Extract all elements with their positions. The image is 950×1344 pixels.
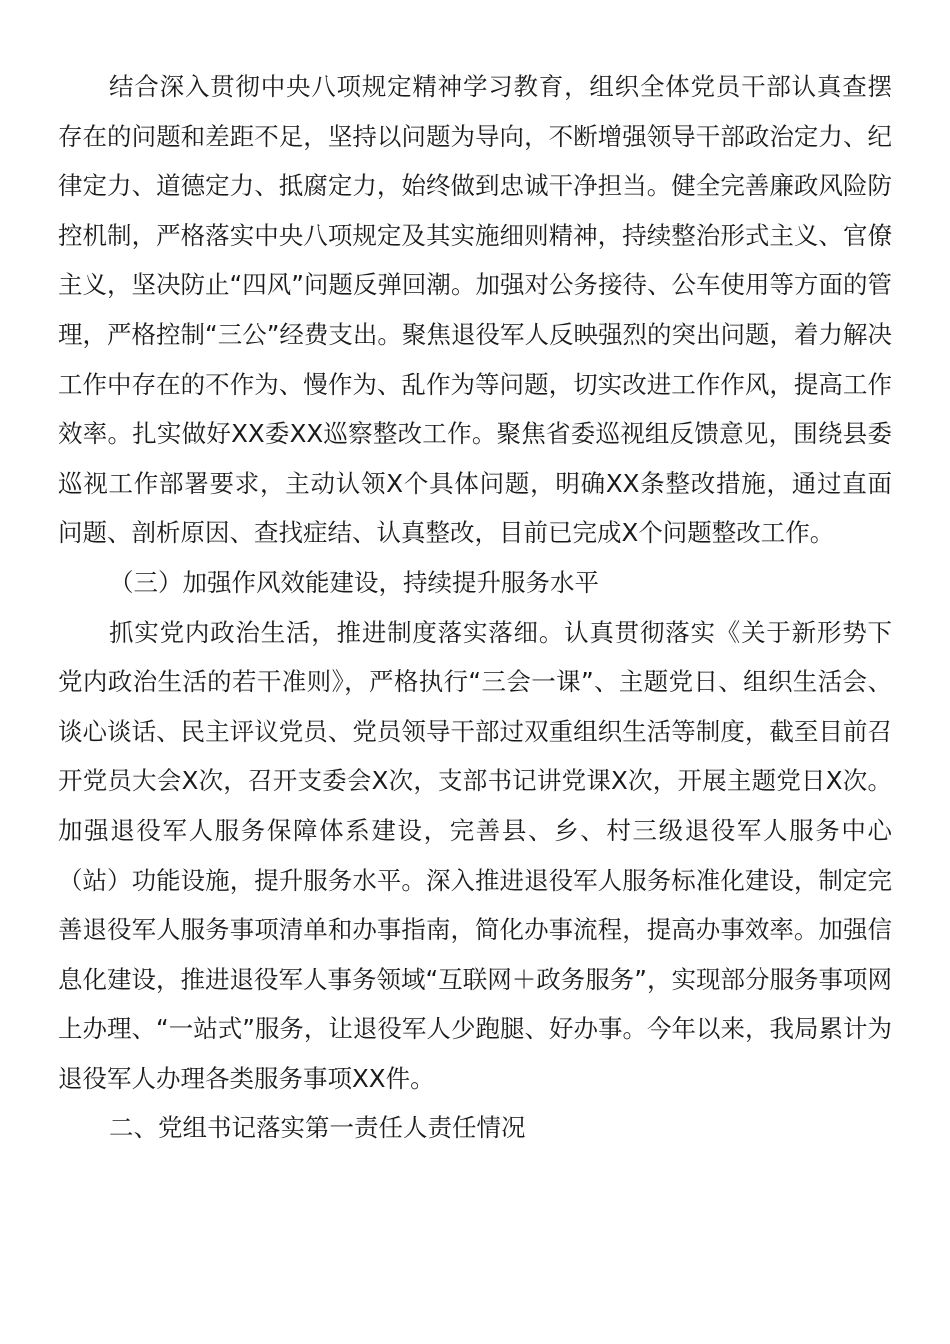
paragraph-discipline-rectification: 结合深入贯彻中央八项规定精神学习教育，组织全体党员干部认真查摆存在的问题和差距不足，坚持以问题为导向，不断增强领导干部政治定力、纪律定力、道德定力、抵腐定力，始终做到忠诚干净担当。健全完善廉政风险防控机制，严格落实中央八项规定及其实施细则精神，持续整治形式主义、官僚主义，坚决防止“四风”问题反弹回潮。加强对公务接待、公车使用等方面的管理，严格控制“三公”经费支出。聚焦退役军人反映强烈的突出问题，着力解决工作中存在的不作为、慢作为、乱作为等问题，切实改进工作作风，提高工作效率。扎实做好XX委XX巡察整改工作。聚焦省委巡视组反馈意见，围绕县委巡视工作部署要求，主动认领X个具体问题，明确XX条整改措施，通过直面问题、剖析原因、查找症结、认真整改，目前已完成X个问题整改工作。 [58,72,892,548]
paragraph-party-life-services: 抓实党内政治生活，推进制度落实落细。认真贯彻落实《关于新形势下党内政治生活的若干准则》，严格执行“三会一课”、主题党日、组织生活会、谈心谈话、民主评议党员、党员领导干部过双重组织生活等制度，截至目前召开党员大会X次，召开支委会X次，支部书记讲党课X次，开展主题党日X次。加强退役军人服务保障体系建设，完善县、乡、村三级退役军人服务中心（站）功能设施，提升服务水平。深入推进退役军人服务标准化建设，制定完善退役军人服务事项清单和办事指南，简化办事流程，提高办事效率。加强信息化建设，推进退役军人事务领域“互联网＋政务服务”，实现部分服务事项网上办理、“一站式”服务，让退役军人少跑腿、好办事。今年以来，我局累计为退役军人办理各类服务事项XX件。 [58,617,892,1093]
section-heading-work-style: （三）加强作风效能建设，持续提升服务水平 [109,567,599,597]
section-heading-secretary-responsibility: 二、党组书记落实第一责任人责任情况 [109,1113,526,1143]
document-page [58,62,892,1153]
